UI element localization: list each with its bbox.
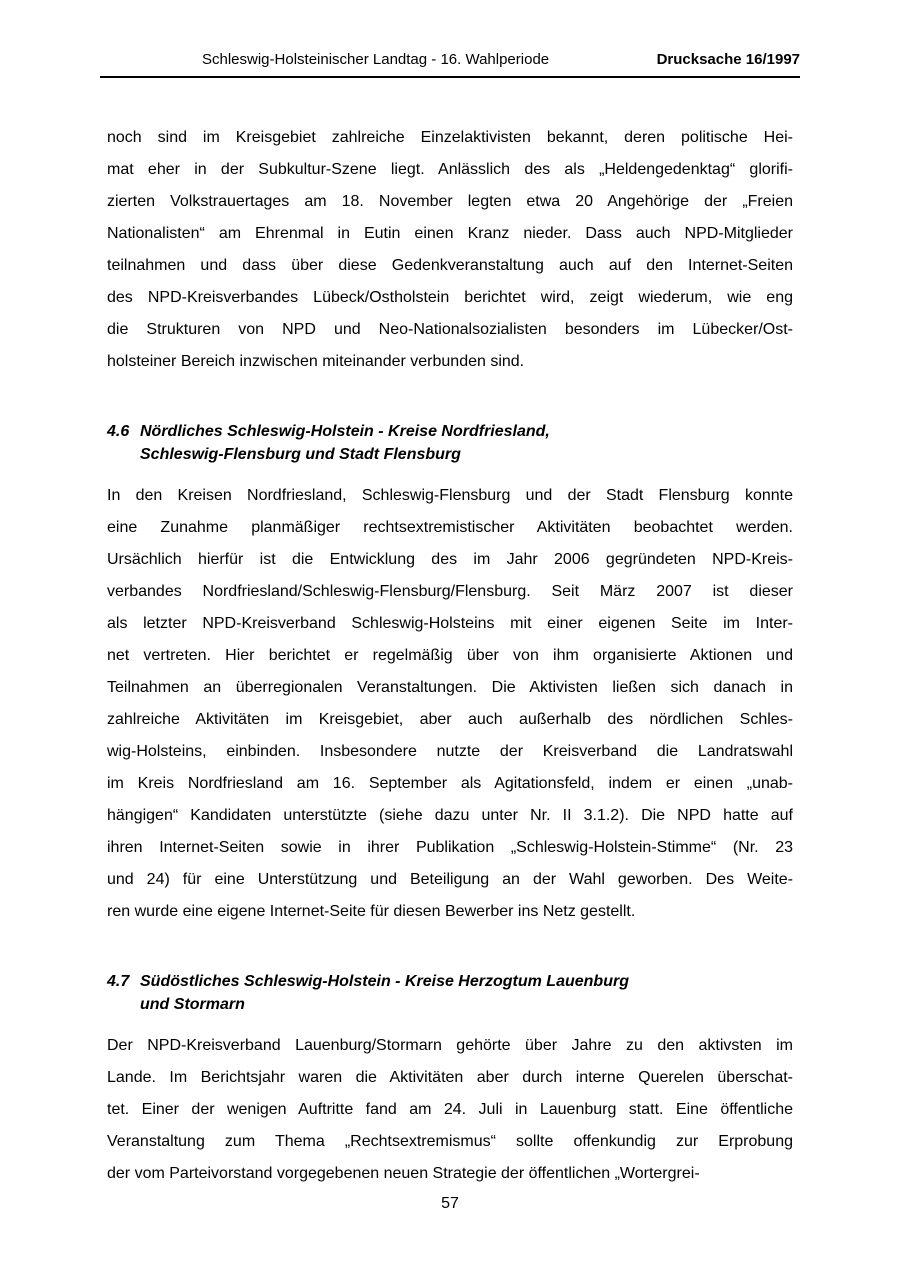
text-line: des NPD-Kreisverbandes Lübeck/Ostholstein berichtet wird, zeigt wiederum, wie eng <box>107 289 793 306</box>
section-title <box>140 420 550 466</box>
text-line: tet. Einer der wenigen Auftritte fand am 24. Juli in Lauenburg statt. Eine öffentliche <box>107 1101 793 1118</box>
document-header <box>100 0 800 78</box>
section-heading-4-7 <box>107 970 793 1016</box>
text-line: Der NPD-Kreisverband Lauenburg/Stormarn gehörte über Jahre zu den aktivsten im <box>107 1037 793 1054</box>
section-heading-4-6 <box>107 420 793 466</box>
text-line: Ursächlich hierfür ist die Entwicklung des im Jahr 2006 gegründeten NPD-Kreis- <box>107 551 793 568</box>
text-line: holsteiner Bereich inzwischen miteinander verbunden sind. <box>107 353 525 370</box>
section-number: 4.6 <box>107 423 130 440</box>
header-line <box>100 50 800 69</box>
header-drucksache-number: Drucksache 16/1997 <box>656 51 800 68</box>
text-line: Nationalisten“ am Ehrenmal in Eutin einen Kranz nieder. Dass auch NPD-Mitglieder <box>107 225 793 242</box>
text-line: Lande. Im Berichtsjahr waren die Aktivitäten aber durch interne Querelen überschat- <box>107 1069 793 1086</box>
section-number: 4.7 <box>107 973 130 990</box>
section-4-6-paragraph <box>107 480 793 928</box>
text-line: hängigen“ Kandidaten unterstützte (siehe dazu unter Nr. II 3.1.2). Die NPD hatte auf <box>107 807 793 824</box>
document-footer <box>0 1194 900 1214</box>
intro-paragraph <box>107 122 793 378</box>
document-body <box>107 78 793 1190</box>
text-line: zahlreiche Aktivitäten im Kreisgebiet, aber auch außerhalb des nördlichen Schles- <box>107 711 793 728</box>
text-line: der vom Parteivorstand vorgegebenen neuen Strategie der öffentlichen „Wortergrei- <box>107 1165 700 1182</box>
text-line: die Strukturen von NPD und Neo-Nationalsozialisten besonders im Lübecker/Ost- <box>107 321 793 338</box>
text-line: wig-Holsteins, einbinden. Insbesondere nutzte der Kreisverband die Landratswahl <box>107 743 793 760</box>
text-line: Nördliches Schleswig-Holstein - Kreise Nordfriesland, <box>140 423 550 440</box>
text-line: als letzter NPD-Kreisverband Schleswig-Holsteins mit einer eigenen Seite im Inter- <box>107 615 793 632</box>
text-line: Teilnahmen an überregionalen Veranstaltungen. Die Aktivisten ließen sich danach in <box>107 679 793 696</box>
text-line: zierten Volkstrauertages am 18. November legten etwa 20 Angehörige der „Freien <box>107 193 793 210</box>
text-line: net vertreten. Hier berichtet er regelmäßig über von ihm organisierte Aktionen und <box>107 647 793 664</box>
text-line: Veranstaltung zum Thema „Rechtsextremismus“ sollte offenkundig zur Erprobung <box>107 1133 793 1150</box>
text-line: teilnahmen und dass über diese Gedenkveranstaltung auch auf den Internet-Seiten <box>107 257 793 274</box>
text-line: verbandes Nordfriesland/Schleswig-Flensburg/Flensburg. Seit März 2007 ist dieser <box>107 583 793 600</box>
text-line: im Kreis Nordfriesland am 16. September als Agitationsfeld, indem er einen „unab- <box>107 775 793 792</box>
text-line: und Stormarn <box>140 996 245 1013</box>
section-4-7-paragraph <box>107 1030 793 1190</box>
text-line: mat eher in der Subkultur-Szene liegt. Anlässlich des als „Heldengedenktag“ glorifi- <box>107 161 793 178</box>
header-publication-title: Schleswig-Holsteinischer Landtag - 16. Wahlperiode <box>202 51 550 68</box>
text-line: Südöstliches Schleswig-Holstein - Kreise Herzogtum Lauenburg <box>140 973 629 990</box>
text-line: eine Zunahme planmäßiger rechtsextremistischer Aktivitäten beobachtet werden. <box>107 519 793 536</box>
section-title <box>140 970 629 1016</box>
text-line: noch sind im Kreisgebiet zahlreiche Einzelaktivisten bekannt, deren politische Hei- <box>107 129 793 146</box>
text-line: ihren Internet-Seiten sowie in ihrer Publikation „Schleswig-Holstein-Stimme“ (Nr. 23 <box>107 839 793 856</box>
text-line: und 24) für eine Unterstützung und Beteiligung an der Wahl geworben. Des Weite- <box>107 871 793 888</box>
page-number: 57 <box>441 1195 459 1212</box>
text-line: ren wurde eine eigene Internet-Seite für diesen Bewerber ins Netz gestellt. <box>107 903 636 920</box>
text-line: Schleswig-Flensburg und Stadt Flensburg <box>140 446 461 463</box>
text-line: In den Kreisen Nordfriesland, Schleswig-Flensburg und der Stadt Flensburg konnte <box>107 487 793 504</box>
